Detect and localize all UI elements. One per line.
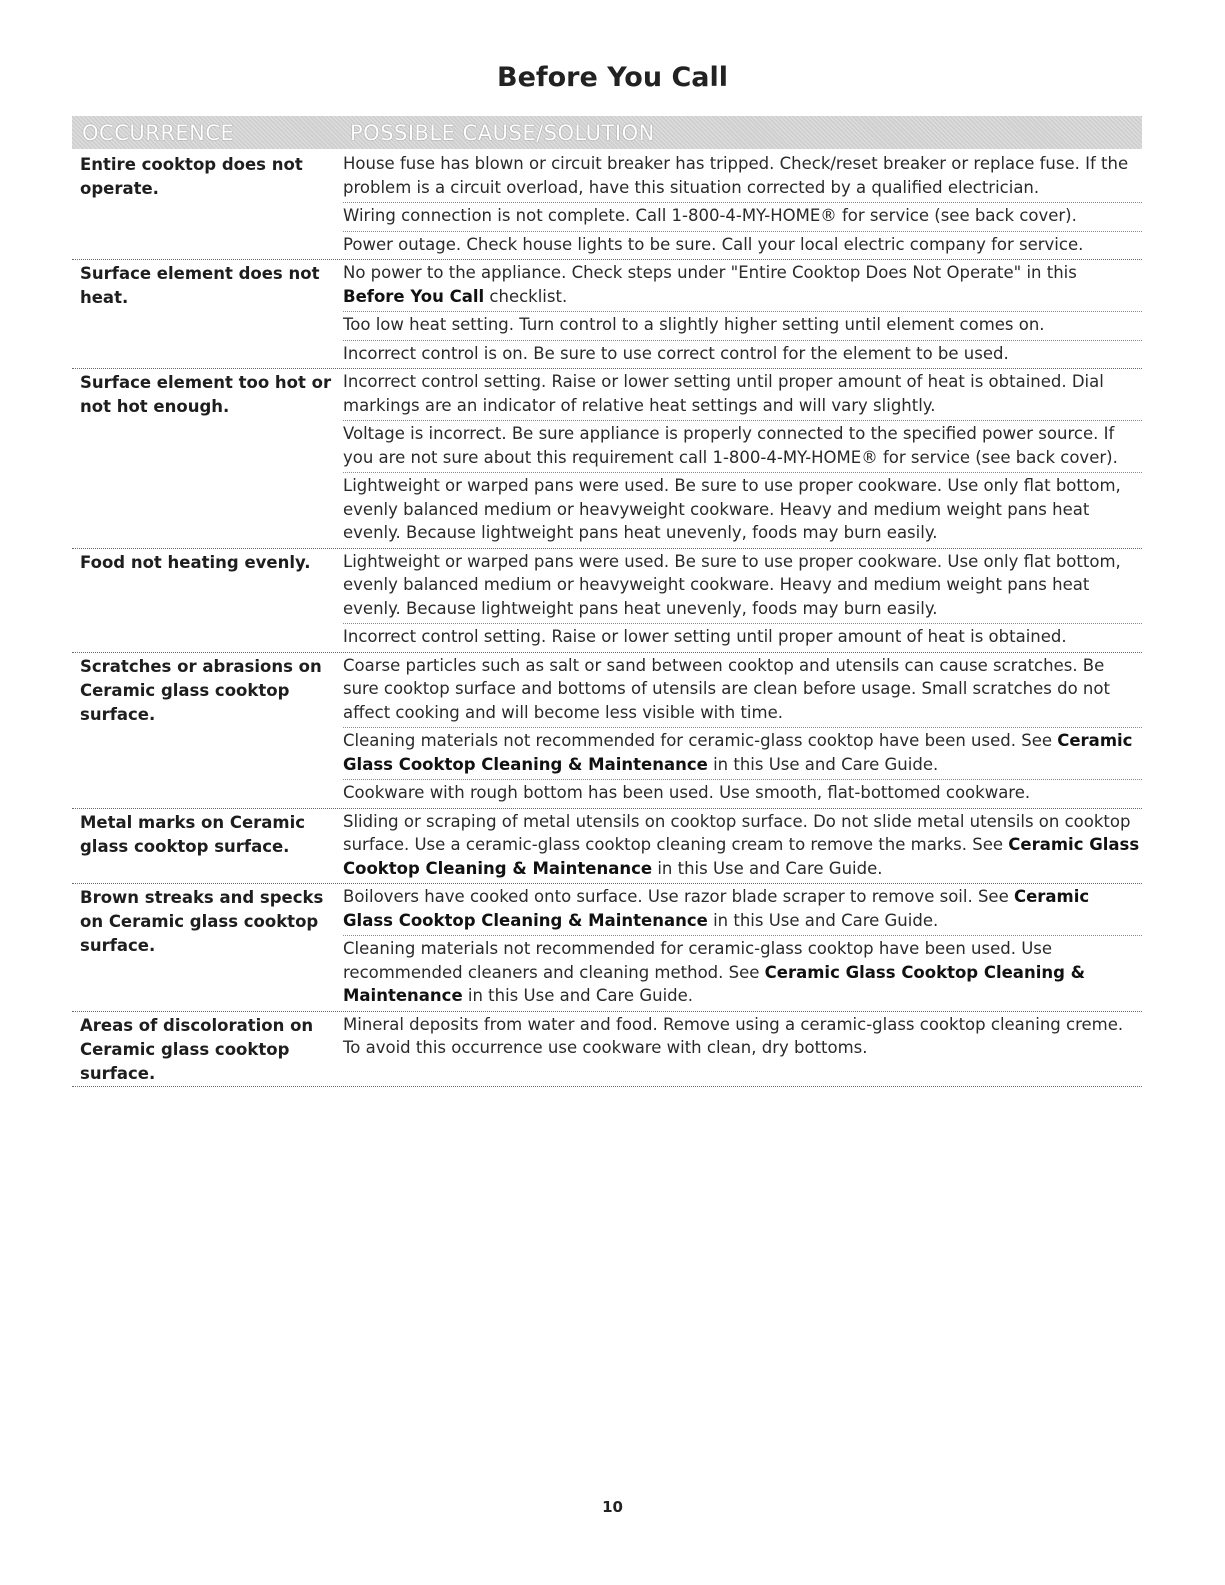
header-occurrence: OCCURRENCE bbox=[82, 121, 235, 145]
solution-text: Sliding or scraping of metal utensils on cooktop surface. Do not slide metal utensils on cooktop surface. Use a ceramic-glass cooktop cleaning cream to remove the marks. See bbox=[343, 811, 1131, 854]
solution-text: Boilovers have cooked onto surface. Use razor blade scraper to remove soil. See bbox=[343, 887, 1014, 906]
solution-text: Incorrect control is on. Be sure to use correct control for the element to be used. bbox=[343, 343, 1009, 363]
solution-item bbox=[343, 936, 1142, 1011]
table-row bbox=[72, 549, 1142, 653]
solution-item bbox=[343, 473, 1142, 548]
solution-item bbox=[343, 728, 1142, 780]
solution-emphasis: Before You Call bbox=[343, 286, 485, 306]
table-row bbox=[72, 260, 1142, 369]
table-row bbox=[72, 1012, 1142, 1087]
solution-item bbox=[343, 653, 1142, 729]
solutions-cell bbox=[335, 653, 1142, 808]
solution-item bbox=[343, 341, 1142, 369]
solution-item bbox=[343, 203, 1142, 232]
solution-text: Voltage is incorrect. Be sure appliance is properly connected to the specified power source. If you are not sure about this requirement call 1-800-4-MY-HOME® for service (see back cover). bbox=[343, 424, 1118, 467]
solution-item bbox=[343, 884, 1142, 936]
solution-item bbox=[343, 549, 1142, 625]
solution-text: Coarse particles such as salt or sand between cooktop and utensils can cause scratches. Be sure cooktop surface and bottoms of utensils are clean before usage. Small scratches do not affect cooking and will become less visible with time. bbox=[343, 655, 1110, 722]
solution-item bbox=[343, 421, 1142, 473]
table-row bbox=[72, 151, 1142, 260]
table-row bbox=[72, 809, 1142, 885]
solution-item bbox=[343, 312, 1142, 341]
occurrence-cell: Food not heating evenly. bbox=[80, 552, 311, 572]
header-solution: POSSIBLE CAUSE/SOLUTION bbox=[350, 121, 655, 145]
solution-item bbox=[343, 624, 1142, 652]
table-header bbox=[72, 116, 1142, 149]
solution-text: Lightweight or warped pans were used. Be sure to use proper cookware. Use only flat bottom, evenly balanced medium or heavyweight cookware. Heavy and medium weight pans heat evenly. Because lightweight pans heat unevenly, foods may burn easily. bbox=[343, 551, 1121, 618]
solution-text: in this Use and Care Guide. bbox=[462, 986, 694, 1005]
solution-emphasis: Ceramic Glass Cooktop Cleaning & Maintenance bbox=[343, 835, 1140, 878]
occurrence-cell: Surface element too hot or not hot enough. bbox=[80, 373, 332, 416]
solution-item bbox=[343, 1012, 1142, 1063]
solution-emphasis: Ceramic Glass Cooktop Cleaning & Maintenance bbox=[343, 887, 1090, 930]
solutions-cell bbox=[335, 549, 1142, 652]
solution-text: in this Use and Care Guide. bbox=[707, 910, 939, 930]
solution-text: House fuse has blown or circuit breaker has tripped. Check/reset breaker or replace fuse. If the problem is a circuit overload, have this situation corrected by a qualified electrician. bbox=[343, 154, 1129, 197]
occurrence-cell: Metal marks on Ceramic glass cooktop surface. bbox=[80, 812, 306, 856]
solution-item bbox=[343, 232, 1142, 260]
solutions-cell bbox=[335, 151, 1142, 259]
solution-text: Too low heat setting. Turn control to a slightly higher setting until element comes on. bbox=[343, 315, 1045, 334]
occurrence-cell: Brown streaks and specks on Ceramic glass cooktop surface. bbox=[80, 888, 324, 955]
solution-item bbox=[343, 780, 1142, 808]
occurrence-cell: Surface element does not heat. bbox=[80, 264, 320, 307]
solutions-cell bbox=[335, 1012, 1142, 1086]
solution-text: Cleaning materials not recommended for ceramic-glass cooktop have been used. See bbox=[343, 731, 1058, 750]
solution-text: Incorrect control setting. Raise or lower setting until proper amount of heat is obtained. Dial markings are an indicator of relative heat settings and will vary slightly. bbox=[343, 372, 1104, 415]
solution-item bbox=[343, 260, 1142, 312]
solution-text: Wiring connection is not complete. Call 1-800-4-MY-HOME® for service (see back cover). bbox=[343, 206, 1077, 225]
table-row bbox=[72, 369, 1142, 549]
table-row bbox=[72, 884, 1142, 1012]
solution-text: Cleaning materials not recommended for ceramic-glass cooktop have been used. Use recommended cleaners and cleaning method. See bbox=[343, 939, 1053, 982]
solution-text: Cookware with rough bottom has been used. Use smooth, flat-bottomed cookware. bbox=[343, 783, 1031, 802]
solution-text: No power to the appliance. Check steps under "Entire Cooktop Does Not Operate" in this bbox=[343, 263, 1077, 282]
solution-item bbox=[343, 151, 1142, 203]
solution-emphasis: Ceramic Glass Cooktop Cleaning & Maintenance bbox=[343, 962, 1086, 1005]
solutions-cell bbox=[335, 369, 1142, 548]
solution-text: Mineral deposits from water and food. Remove using a ceramic-glass cooktop cleaning creme. To avoid this occurrence use cookware with clean, dry bottoms. bbox=[343, 1014, 1124, 1057]
solution-text: in this Use and Care Guide. bbox=[707, 754, 939, 774]
solution-text: in this Use and Care Guide. bbox=[652, 858, 883, 878]
solution-text: Incorrect control setting. Raise or lower setting until proper amount of heat is obtained. bbox=[343, 627, 1067, 646]
solution-text: Lightweight or warped pans were used. Be sure to use proper cookware. Use only flat bottom, evenly balanced medium or heavyweight cookware. Heavy and medium weight pans heat evenly. Because lightweight pans heat unevenly, foods may burn easily. bbox=[343, 476, 1121, 542]
solutions-cell bbox=[335, 809, 1142, 884]
solutions-cell bbox=[335, 260, 1142, 368]
solution-text: Power outage. Check house lights to be sure. Call your local electric company for service. bbox=[343, 234, 1084, 254]
page-number: 10 bbox=[602, 1498, 623, 1516]
table-row bbox=[72, 653, 1142, 809]
troubleshooting-table bbox=[72, 151, 1142, 1087]
solution-item bbox=[343, 369, 1142, 421]
occurrence-cell: Scratches or abrasions on Ceramic glass cooktop surface. bbox=[80, 656, 322, 724]
occurrence-cell: Areas of discoloration on Ceramic glass cooktop surface. bbox=[80, 1015, 314, 1083]
solution-emphasis: Ceramic Glass Cooktop Cleaning & Maintenance bbox=[343, 731, 1133, 774]
solution-text: checklist. bbox=[484, 286, 568, 306]
occurrence-cell: Entire cooktop does not operate. bbox=[80, 155, 303, 198]
page-title: Before You Call bbox=[496, 62, 728, 93]
solution-item bbox=[343, 809, 1142, 884]
solutions-cell bbox=[335, 884, 1142, 1011]
